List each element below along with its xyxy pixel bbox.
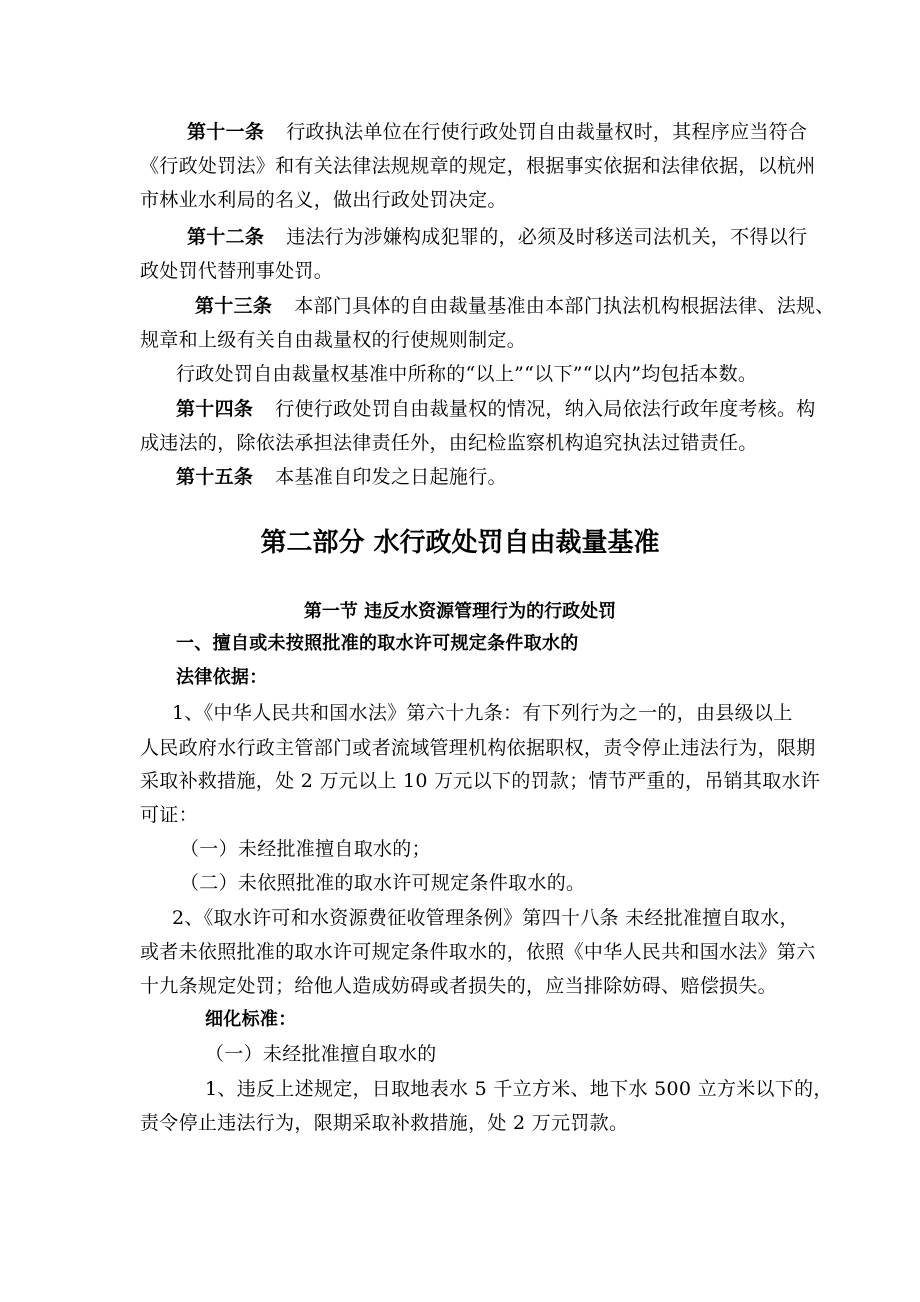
article-15-title: 第十五条 (176, 466, 254, 488)
detail-1-line-1: 1、违反上述规定，日取地表水 5 千立方米、地下水 500 立方米以下的， (205, 1078, 833, 1100)
section-title: 第一节 违反水资源管理行为的行政处罚 (303, 601, 617, 622)
item-title: 一、擅自或未按照批准的取水许可规定条件取水的 (176, 633, 579, 654)
basis-1-line-1: 1、《中华人民共和国水法》第六十九条：有下列行为之一的，由县级以上 (172, 702, 793, 724)
basis-1-line-4: 可证： (140, 804, 198, 826)
basis-2-line-3: 十九条规定处罚；给他人造成妨碍或者损失的，应当排除妨碍、赔偿损失。 (140, 975, 777, 997)
basis-2-line-2: 或者未依照批准的取水许可规定条件取水的，依照《中华人民共和国水法》第六 (140, 941, 816, 963)
basis-1-item-2: （二）未依照批准的取水许可规定条件取水的。 (180, 872, 586, 894)
detail-subheading: （一）未经批准擅自取水的 (205, 1043, 437, 1065)
article-15-line-1: 第十五条 本基准自印发之日起施行。 (176, 466, 507, 488)
article-14-line-1: 第十四条 行使行政处罚自由裁量权的情况，纳入局依法行政年度考核。构 (176, 398, 816, 420)
article-11-line-2: 《行政处罚法》和有关法律法规规章的规定，根据事实依据和法律依据，以杭州 (140, 155, 816, 177)
article-13-line-1: 第十三条 本部门具体的自由裁量基准由本部门执法机构根据法律、法规、 (195, 295, 835, 317)
article-14-title: 第十四条 (176, 398, 254, 420)
article-13-title: 第十三条 (195, 295, 273, 317)
part-title: 第二部分 水行政处罚自由裁量基准 (260, 528, 660, 558)
basis-1-line-2: 人民政府水行政主管部门或者流域管理机构依据职权，责令停止违法行为，限期 (140, 737, 816, 759)
article-11-line-3: 市林业水利局的名义，做出行政处罚决定。 (140, 189, 507, 211)
article-14-line-2: 成违法的，除依法承担法律责任外，由纪检监察机构追究执法过错责任。 (140, 432, 758, 454)
article-13-note: 行政处罚自由裁量权基准中所称的“以上”“以下”“以内”均包括本数。 (176, 363, 758, 385)
detail-label: 细化标准： (205, 1009, 297, 1030)
article-11-line-1: 第十一条 行政执法单位在行使行政处罚自由裁量权时，其程序应当符合 (187, 121, 808, 143)
article-12-line-2: 政处罚代替刑事处罚。 (140, 260, 334, 282)
article-11-title: 第十一条 (187, 121, 265, 143)
basis-1-line-3: 采取补救措施，处 2 万元以上 10 万元以下的罚款；情节严重的，吊销其取水许 (140, 770, 821, 792)
article-12-line-1: 第十二条 违法行为涉嫌构成犯罪的，必须及时移送司法机关，不得以行 (187, 226, 808, 248)
article-12-title: 第十二条 (187, 226, 265, 248)
legal-basis-label: 法律依据： (176, 667, 268, 688)
basis-1-item-1: （一）未经批准擅自取水的； (180, 838, 431, 860)
detail-1-line-2: 责令停止违法行为，限期采取补救措施，处 2 万元罚款。 (140, 1112, 629, 1134)
basis-2-line-1: 2、《取水许可和水资源费征收管理条例》第四十八条 未经批准擅自取水， (172, 907, 799, 929)
article-13-line-2: 规章和上级有关自由裁量权的行使规则制定。 (140, 329, 527, 351)
